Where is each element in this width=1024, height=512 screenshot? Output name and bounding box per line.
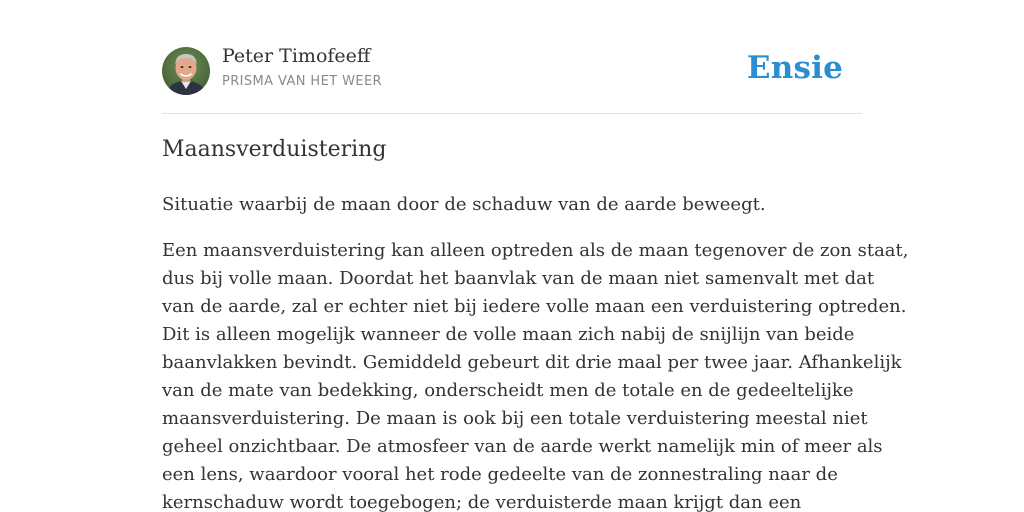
article-body <box>162 237 909 512</box>
author-name[interactable]: Peter Timofeeff <box>222 45 371 67</box>
body-line: van de mate van bedekking, onderscheidt men de totale en de gedeeltelijke <box>162 380 854 401</box>
brand-logo[interactable]: Ensie <box>746 50 843 86</box>
article-summary: Situatie waarbij de maan door de schaduw van de aarde beweegt. <box>162 194 766 215</box>
body-line: dus bij volle maan. Doordat het baanvlak van de maan niet samenvalt met dat <box>162 268 875 289</box>
body-line: van de aarde, zal er echter niet bij iedere volle maan een verduistering optreden. <box>162 296 907 317</box>
article-title: Maansverduistering <box>162 137 387 162</box>
article-header <box>162 0 862 114</box>
body-line: kernschaduw wordt toegebogen; de verduisterde maan krijgt dan een <box>162 492 802 512</box>
author-avatar[interactable] <box>162 47 210 95</box>
author-photo-icon <box>162 47 210 95</box>
body-line: een lens, waardoor vooral het rode gedeelte van de zonnestraling naar de <box>162 464 838 485</box>
article-container <box>162 0 909 512</box>
body-line: geheel onzichtbaar. De atmosfeer van de aarde werkt namelijk min of meer als <box>162 436 883 457</box>
body-line: Een maansverduistering kan alleen optreden als de maan tegenover de zon staat, <box>162 240 909 261</box>
body-line: baanvlakken bevindt. Gemiddeld gebeurt dit drie maal per twee jaar. Afhankelijk <box>162 352 902 373</box>
body-line: maansverduistering. De maan is ook bij een totale verduistering meestal niet <box>162 408 868 429</box>
body-line: Dit is alleen mogelijk wanneer de volle maan zich nabij de snijlijn van beide <box>162 324 855 345</box>
author-source[interactable]: PRISMA VAN HET WEER <box>222 74 382 89</box>
